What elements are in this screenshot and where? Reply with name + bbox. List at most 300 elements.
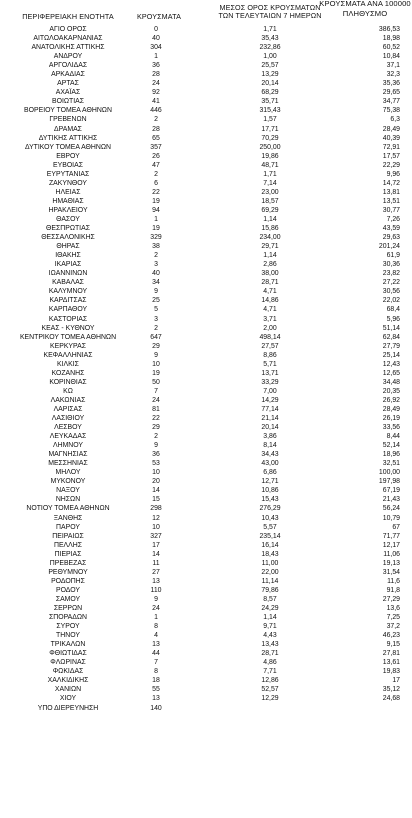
avg-7day-value: 12,86 bbox=[261, 677, 279, 685]
avg-7day-value: 235,14 bbox=[259, 532, 281, 540]
table-row bbox=[0, 550, 412, 559]
cases-value: 2 bbox=[154, 170, 158, 178]
cases-column-header: ΚΡΟΥΣΜΑΤΑ bbox=[137, 12, 181, 21]
cases-value: 53 bbox=[152, 460, 160, 468]
avg-7day-value: 8,86 bbox=[263, 351, 277, 359]
per100k-value: 91,8 bbox=[386, 586, 400, 594]
per100k-value: 19,83 bbox=[382, 668, 400, 676]
table-row bbox=[0, 604, 412, 613]
region-name: ΛΗΜΝΟΥ bbox=[52, 442, 84, 450]
region-name: ΘΕΣΣΑΛΟΝΙΚΗΣ bbox=[41, 234, 95, 242]
region-name: ΦΘΙΩΤΙΔΑΣ bbox=[49, 650, 87, 658]
table-row bbox=[0, 324, 412, 333]
cases-value: 81 bbox=[152, 405, 160, 413]
avg-7day-value: 38,00 bbox=[261, 270, 279, 278]
footer-row bbox=[0, 704, 412, 714]
table-row bbox=[0, 269, 412, 278]
cases-value: 94 bbox=[152, 206, 160, 214]
avg-7day-value: 1,57 bbox=[263, 116, 277, 124]
avg-7day-value: 11,00 bbox=[261, 559, 279, 567]
region-name: ΠΕΙΡΑΙΩΣ bbox=[52, 532, 84, 540]
region-name: ΗΡΑΚΛΕΙΟΥ bbox=[48, 206, 88, 214]
cases-value: 40 bbox=[152, 35, 160, 43]
cases-value: 7 bbox=[154, 387, 158, 395]
region-name: ΝΗΣΩΝ bbox=[55, 496, 81, 504]
cases-value: 22 bbox=[152, 188, 160, 196]
table-row bbox=[0, 215, 412, 224]
region-name: ΘΑΣΟΥ bbox=[56, 215, 80, 223]
table-row bbox=[0, 97, 412, 106]
cases-value: 110 bbox=[150, 586, 162, 594]
avg-7day-value: 43,00 bbox=[261, 460, 279, 468]
cases-value: 24 bbox=[152, 396, 160, 404]
region-name: ΣΕΡΡΩΝ bbox=[53, 605, 83, 612]
region-name: ΙΩΑΝΝΙΝΩΝ bbox=[48, 270, 88, 278]
cases-value: 22 bbox=[152, 415, 160, 423]
table-row bbox=[0, 34, 412, 43]
avg-7day-value: 13,29 bbox=[261, 71, 279, 79]
cases-value: 92 bbox=[152, 89, 160, 97]
table-row bbox=[0, 468, 412, 477]
region-name: ΚΑΛΥΜΝΟΥ bbox=[48, 288, 88, 296]
table-row bbox=[0, 52, 412, 61]
per100k-value: 31,54 bbox=[382, 568, 400, 576]
per100k-value: 29,63 bbox=[382, 234, 400, 242]
avg-7day-value: 15,43 bbox=[261, 496, 279, 504]
avg-7day-value: 5,71 bbox=[263, 360, 277, 368]
per100k-value: 29,65 bbox=[382, 89, 400, 97]
region-name: ΚΕΑΣ - ΚΥΘΝΟΥ bbox=[41, 324, 95, 332]
region-name: ΔΥΤΙΚΗΣ ΑΤΤΙΚΗΣ bbox=[38, 134, 98, 142]
cases-value: 24 bbox=[152, 605, 160, 612]
region-name: ΚΩ bbox=[63, 387, 73, 395]
cases-value: 34 bbox=[152, 279, 160, 287]
table-row bbox=[0, 667, 412, 676]
avg-7day-value: 13,43 bbox=[261, 641, 279, 649]
cases-value: 3 bbox=[154, 261, 158, 269]
region-name: ΚΕΡΚΥΡΑΣ bbox=[50, 342, 86, 350]
per100k-value: 17 bbox=[392, 677, 400, 685]
cases-value: 3 bbox=[154, 315, 158, 323]
cases-value: 19 bbox=[152, 225, 160, 233]
region-name: ΚΑΡΔΙΤΣΑΣ bbox=[49, 297, 87, 305]
per100k-value: 9,15 bbox=[386, 641, 400, 649]
region-name: ΑΓΙΟ ΟΡΟΣ bbox=[49, 26, 87, 33]
per100k-value: 43,59 bbox=[382, 225, 400, 233]
region-name: ΠΙΕΡΙΑΣ bbox=[54, 550, 82, 558]
region-column-header: ΠΕΡΙΦΕΡΕΙΑΚΗ ΕΝΟΤΗΤΑ bbox=[22, 12, 114, 21]
table-row bbox=[0, 432, 412, 441]
cases-value: 329 bbox=[150, 234, 162, 242]
cases-value: 47 bbox=[152, 161, 160, 169]
table-row bbox=[0, 541, 412, 550]
avg-7day-value: 1,14 bbox=[263, 252, 277, 260]
cases-value: 446 bbox=[150, 107, 162, 115]
table-header bbox=[0, 0, 412, 24]
cases-value: 29 bbox=[152, 424, 160, 432]
per100k-value: 75,38 bbox=[382, 107, 400, 115]
per100k-column-header-line1: ΚΡΟΥΣΜΑΤΑ ΑΝΑ 100000 bbox=[319, 0, 411, 8]
region-name: ΛΕΥΚΑΔΑΣ bbox=[49, 433, 87, 441]
region-name: ΣΑΜΟΥ bbox=[55, 595, 81, 603]
per100k-value: 201,24 bbox=[378, 243, 400, 251]
table-row bbox=[0, 224, 412, 233]
cases-value: 298 bbox=[150, 505, 162, 513]
region-name: ΡΟΔΟΠΗΣ bbox=[51, 577, 85, 585]
table-row bbox=[0, 260, 412, 269]
table-row bbox=[0, 242, 412, 251]
avg-7day-value: 69,29 bbox=[261, 206, 279, 214]
table-row bbox=[0, 640, 412, 649]
cases-value: 0 bbox=[154, 26, 158, 33]
region-name: ΘΕΣΠΡΩΤΙΑΣ bbox=[46, 225, 90, 233]
cases-value: 19 bbox=[152, 369, 160, 377]
per100k-value: 12,43 bbox=[382, 360, 400, 368]
avg-7day-value: 1,14 bbox=[263, 614, 277, 622]
table-row bbox=[0, 595, 412, 604]
region-name: ΤΡΙΚΑΛΩΝ bbox=[50, 641, 86, 649]
table-row bbox=[0, 360, 412, 369]
avg-7day-value: 1,00 bbox=[263, 53, 277, 61]
table-row bbox=[0, 631, 412, 640]
avg-7day-value: 2,86 bbox=[263, 261, 277, 269]
table-row bbox=[0, 369, 412, 378]
region-name: ΒΟΡΕΙΟΥ ΤΟΜΕΑ ΑΘΗΝΩΝ bbox=[24, 107, 112, 115]
avg-7day-value: 16,14 bbox=[261, 541, 279, 549]
per100k-value: 6,3 bbox=[390, 116, 400, 124]
cases-value: 10 bbox=[152, 360, 160, 368]
avg-7day-value: 79,86 bbox=[261, 586, 279, 594]
cases-value: 327 bbox=[150, 532, 162, 540]
cases-value: 14 bbox=[152, 550, 160, 558]
per100k-value: 30,56 bbox=[382, 288, 400, 296]
per100k-value: 37,2 bbox=[386, 623, 400, 631]
cases-value: 29 bbox=[152, 342, 160, 350]
avg-7day-value: 10,86 bbox=[261, 487, 279, 495]
per100k-value: 28,49 bbox=[382, 125, 400, 133]
avg-7day-value: 9,71 bbox=[263, 623, 277, 631]
footer-label: ΥΠΟ ΔΙΕΡΕΥΝΗΣΗ bbox=[37, 704, 99, 712]
per100k-value: 5,96 bbox=[386, 315, 400, 323]
region-name: ΔΥΤΙΚΟΥ ΤΟΜΕΑ ΑΘΗΝΩΝ bbox=[24, 143, 111, 151]
region-name: ΝΟΤΙΟΥ ΤΟΜΕΑ ΑΘΗΝΩΝ bbox=[26, 505, 110, 513]
cases-value: 15 bbox=[152, 496, 160, 504]
avg-7day-value: 7,14 bbox=[263, 179, 277, 187]
per100k-value: 10,79 bbox=[382, 514, 400, 522]
avg-7day-value: 1,71 bbox=[263, 170, 277, 178]
cases-value: 38 bbox=[152, 243, 160, 251]
region-name: ΚΑΒΑΛΑΣ bbox=[52, 279, 84, 287]
per100k-value: 24,68 bbox=[382, 695, 400, 703]
table-row bbox=[0, 161, 412, 170]
per100k-value: 18,98 bbox=[382, 35, 400, 43]
region-name: ΕΥΡΥΤΑΝΙΑΣ bbox=[46, 170, 90, 178]
avg-7day-value: 48,71 bbox=[261, 161, 279, 169]
table-row bbox=[0, 423, 412, 432]
table-row bbox=[0, 649, 412, 658]
avg-7day-value: 498,14 bbox=[259, 333, 281, 341]
avg-7day-value: 25,57 bbox=[261, 62, 279, 70]
avg-7day-value: 18,57 bbox=[261, 197, 279, 205]
table-row bbox=[0, 414, 412, 423]
region-name: ΧΑΝΙΩΝ bbox=[54, 686, 82, 694]
table-row bbox=[0, 88, 412, 97]
table-row bbox=[0, 622, 412, 631]
cases-value: 7 bbox=[154, 659, 158, 667]
avg-7day-value: 23,00 bbox=[261, 188, 279, 196]
region-name: ΓΡΕΒΕΝΩΝ bbox=[49, 116, 87, 124]
avg-7day-value: 19,86 bbox=[261, 152, 279, 160]
avg-7day-value: 10,43 bbox=[261, 514, 279, 522]
avg-7day-value: 7,71 bbox=[263, 668, 277, 676]
table-row bbox=[0, 233, 412, 242]
per100k-value: 27,29 bbox=[382, 595, 400, 603]
per100k-value: 67 bbox=[392, 523, 400, 531]
cases-value: 19 bbox=[152, 197, 160, 205]
region-name: ΑΡΓΟΛΙΔΑΣ bbox=[48, 62, 88, 70]
avg-7day-value: 33,29 bbox=[261, 378, 279, 386]
avg-7day-value: 4,86 bbox=[263, 659, 277, 667]
per100k-value: 56,24 bbox=[382, 505, 400, 513]
per100k-value: 27,22 bbox=[382, 279, 400, 287]
per100k-value: 26,19 bbox=[382, 415, 400, 423]
per100k-value: 13,61 bbox=[382, 659, 400, 667]
per100k-value: 67,19 bbox=[382, 487, 400, 495]
per100k-value: 386,53 bbox=[378, 26, 400, 33]
cases-value: 24 bbox=[152, 80, 160, 88]
per100k-value: 18,96 bbox=[382, 451, 400, 459]
cases-value: 9 bbox=[154, 288, 158, 296]
region-name: ΕΒΡΟΥ bbox=[56, 152, 80, 160]
per100k-value: 100,00 bbox=[378, 469, 400, 477]
avg-column-header-line2: ΤΩΝ ΤΕΛΕΥΤΑΙΩΝ 7 ΗΜΕΡΩΝ bbox=[218, 11, 322, 20]
per100k-value: 21,43 bbox=[382, 496, 400, 504]
region-name: ΛΑΡΙΣΑΣ bbox=[53, 405, 83, 413]
region-name: ΚΕΝΤΡΙΚΟΥ ΤΟΜΕΑ ΑΘΗΝΩΝ bbox=[19, 333, 117, 341]
avg-7day-value: 4,71 bbox=[263, 288, 277, 296]
per100k-value: 25,14 bbox=[382, 351, 400, 359]
per100k-value: 46,23 bbox=[382, 632, 400, 640]
avg-7day-value: 14,86 bbox=[261, 297, 279, 305]
per100k-value: 13,51 bbox=[382, 197, 400, 205]
region-name: ΑΝΑΤΟΛΙΚΗΣ ΑΤΤΙΚΗΣ bbox=[31, 44, 105, 52]
table-row bbox=[0, 459, 412, 468]
region-name: ΗΛΕΙΑΣ bbox=[55, 188, 81, 196]
per100k-value: 37,1 bbox=[386, 62, 400, 70]
table-row bbox=[0, 441, 412, 450]
table-row bbox=[0, 179, 412, 188]
table-row bbox=[0, 559, 412, 568]
cases-value: 13 bbox=[152, 695, 160, 703]
cases-value: 26 bbox=[152, 152, 160, 160]
cases-value: 36 bbox=[152, 62, 160, 70]
region-name: ΑΧΑΪΑΣ bbox=[55, 89, 81, 97]
cases-value: 12 bbox=[152, 514, 160, 522]
per100k-value: 13,6 bbox=[386, 605, 400, 612]
table-row bbox=[0, 577, 412, 586]
cases-value: 11 bbox=[152, 559, 160, 567]
cases-value: 40 bbox=[152, 270, 160, 278]
region-name: ΑΡΤΑΣ bbox=[57, 80, 79, 88]
region-name: ΜΗΛΟΥ bbox=[55, 469, 81, 477]
cases-value: 357 bbox=[150, 143, 162, 151]
avg-7day-value: 5,57 bbox=[263, 523, 277, 531]
cases-value: 5 bbox=[154, 306, 158, 314]
per100k-value: 71,77 bbox=[382, 532, 400, 540]
region-name: ΡΟΔΟΥ bbox=[55, 586, 80, 594]
table-row bbox=[0, 43, 412, 52]
per100k-value: 60,52 bbox=[382, 44, 400, 52]
cases-value: 9 bbox=[154, 442, 158, 450]
table-row bbox=[0, 694, 412, 703]
avg-7day-value: 4,71 bbox=[263, 306, 277, 314]
per100k-column-header-line2: ΠΛΗΘΥΣΜΟ bbox=[342, 9, 388, 18]
avg-7day-value: 22,00 bbox=[261, 568, 279, 576]
table-row bbox=[0, 514, 412, 523]
table-row bbox=[0, 251, 412, 260]
per100k-value: 27,79 bbox=[382, 342, 400, 350]
table-row bbox=[0, 79, 412, 88]
avg-7day-value: 17,71 bbox=[261, 125, 279, 133]
per100k-value: 30,77 bbox=[382, 206, 400, 214]
avg-7day-value: 1,14 bbox=[263, 215, 277, 223]
table-row bbox=[0, 523, 412, 532]
table-row bbox=[0, 296, 412, 305]
avg-7day-value: 20,14 bbox=[261, 424, 279, 432]
region-name: ΞΑΝΘΗΣ bbox=[53, 514, 83, 522]
per100k-value: 62,84 bbox=[382, 333, 400, 341]
per100k-value: 7,26 bbox=[386, 215, 400, 223]
cases-value: 13 bbox=[152, 577, 160, 585]
per100k-value: 68,4 bbox=[386, 306, 400, 314]
per100k-value: 17,57 bbox=[382, 152, 400, 160]
table-row bbox=[0, 143, 412, 152]
per100k-value: 19,13 bbox=[382, 559, 400, 567]
avg-7day-value: 11,14 bbox=[261, 577, 279, 585]
table-row bbox=[0, 152, 412, 161]
region-name: ΖΑΚΥΝΘΟΥ bbox=[48, 179, 88, 187]
cases-value: 50 bbox=[152, 378, 160, 386]
avg-7day-value: 18,43 bbox=[261, 550, 279, 558]
avg-7day-value: 250,00 bbox=[259, 143, 281, 151]
avg-7day-value: 3,86 bbox=[263, 433, 277, 441]
table-row bbox=[0, 486, 412, 495]
region-name: ΜΕΣΣΗΝΙΑΣ bbox=[48, 460, 88, 468]
cases-value: 9 bbox=[154, 595, 158, 603]
table-row bbox=[0, 658, 412, 667]
region-name: ΠΑΡΟΥ bbox=[56, 523, 80, 531]
avg-7day-value: 8,14 bbox=[263, 442, 277, 450]
per100k-value: 33,56 bbox=[382, 424, 400, 432]
table-row bbox=[0, 342, 412, 351]
cases-value: 1 bbox=[154, 614, 158, 622]
per100k-value: 22,29 bbox=[382, 161, 400, 169]
cases-value: 13 bbox=[152, 641, 160, 649]
region-name: ΡΕΘΥΜΝΟΥ bbox=[48, 568, 88, 576]
avg-7day-value: 7,00 bbox=[263, 387, 277, 395]
cases-value: 28 bbox=[152, 125, 160, 133]
table-row bbox=[0, 387, 412, 396]
avg-7day-value: 29,71 bbox=[261, 243, 279, 251]
avg-7day-value: 15,86 bbox=[261, 225, 279, 233]
per100k-value: 9,96 bbox=[386, 170, 400, 178]
region-name: ΛΕΣΒΟΥ bbox=[54, 424, 82, 432]
avg-7day-value: 8,57 bbox=[263, 595, 277, 603]
per100k-value: 10,84 bbox=[382, 53, 400, 61]
avg-7day-value: 12,71 bbox=[261, 478, 279, 486]
table-row bbox=[0, 206, 412, 215]
cases-value: 2 bbox=[154, 324, 158, 332]
table-row bbox=[0, 115, 412, 124]
avg-7day-value: 234,00 bbox=[259, 234, 281, 242]
cases-value: 8 bbox=[154, 623, 158, 631]
region-name: ΧΙΟΥ bbox=[59, 695, 77, 703]
avg-7day-value: 14,29 bbox=[261, 396, 279, 404]
cases-value: 18 bbox=[152, 677, 160, 685]
avg-column-header-line1: ΜΕΣΟΣ ΟΡΟΣ ΚΡΟΥΣΜΑΤΩΝ bbox=[219, 3, 321, 12]
per100k-value: 30,36 bbox=[382, 261, 400, 269]
avg-7day-value: 70,29 bbox=[261, 134, 279, 142]
region-name: ΙΚΑΡΙΑΣ bbox=[54, 261, 82, 269]
region-name: ΠΡΕΒΕΖΑΣ bbox=[49, 559, 87, 567]
avg-7day-value: 20,14 bbox=[261, 80, 279, 88]
per100k-value: 52,14 bbox=[382, 442, 400, 450]
region-name: ΚΟΖΑΝΗΣ bbox=[51, 369, 85, 377]
avg-7day-value: 28,71 bbox=[261, 279, 279, 287]
cases-value: 8 bbox=[154, 668, 158, 676]
per100k-value: 28,49 bbox=[382, 405, 400, 413]
cases-value: 27 bbox=[152, 568, 160, 576]
per100k-value: 40,39 bbox=[382, 134, 400, 142]
cases-value: 2 bbox=[154, 116, 158, 124]
region-name: ΑΡΚΑΔΙΑΣ bbox=[51, 71, 85, 79]
table-row bbox=[0, 278, 412, 287]
region-name: ΘΗΡΑΣ bbox=[56, 243, 80, 251]
table-row bbox=[0, 504, 412, 513]
avg-7day-value: 6,86 bbox=[263, 469, 277, 477]
table-row bbox=[0, 197, 412, 206]
region-name: ΚΟΡΙΝΘΙΑΣ bbox=[49, 378, 87, 386]
avg-7day-value: 12,29 bbox=[261, 695, 279, 703]
avg-7day-value: 52,57 bbox=[261, 686, 279, 694]
per100k-value: 12,17 bbox=[382, 541, 400, 549]
region-name: ΠΕΛΛΗΣ bbox=[53, 541, 82, 549]
avg-7day-value: 276,29 bbox=[259, 505, 281, 513]
region-name: ΕΥΒΟΙΑΣ bbox=[53, 161, 83, 169]
per100k-value: 11,06 bbox=[383, 550, 400, 558]
avg-7day-value: 35,71 bbox=[261, 98, 279, 106]
table-row bbox=[0, 70, 412, 79]
per100k-value: 13,81 bbox=[382, 188, 400, 196]
region-name: ΚΑΣΤΟΡΙΑΣ bbox=[48, 315, 88, 323]
region-name: ΝΑΞΟΥ bbox=[56, 487, 80, 495]
table-row bbox=[0, 315, 412, 324]
table-row bbox=[0, 450, 412, 459]
cases-value: 4 bbox=[154, 632, 158, 640]
per100k-value: 35,36 bbox=[382, 80, 400, 88]
avg-7day-value: 4,43 bbox=[263, 632, 277, 640]
region-name: ΤΗΝΟΥ bbox=[56, 632, 80, 640]
region-name: ΗΜΑΘΙΑΣ bbox=[52, 197, 84, 205]
region-name: ΣΥΡΟΥ bbox=[56, 623, 80, 631]
table-row bbox=[0, 61, 412, 70]
region-name: ΚΙΛΚΙΣ bbox=[57, 360, 79, 368]
avg-7day-value: 35,43 bbox=[261, 35, 279, 43]
region-name: ΑΝΔΡΟΥ bbox=[53, 53, 83, 61]
avg-7day-value: 27,57 bbox=[261, 342, 279, 350]
table-row bbox=[0, 586, 412, 595]
cases-value: 17 bbox=[152, 541, 160, 549]
